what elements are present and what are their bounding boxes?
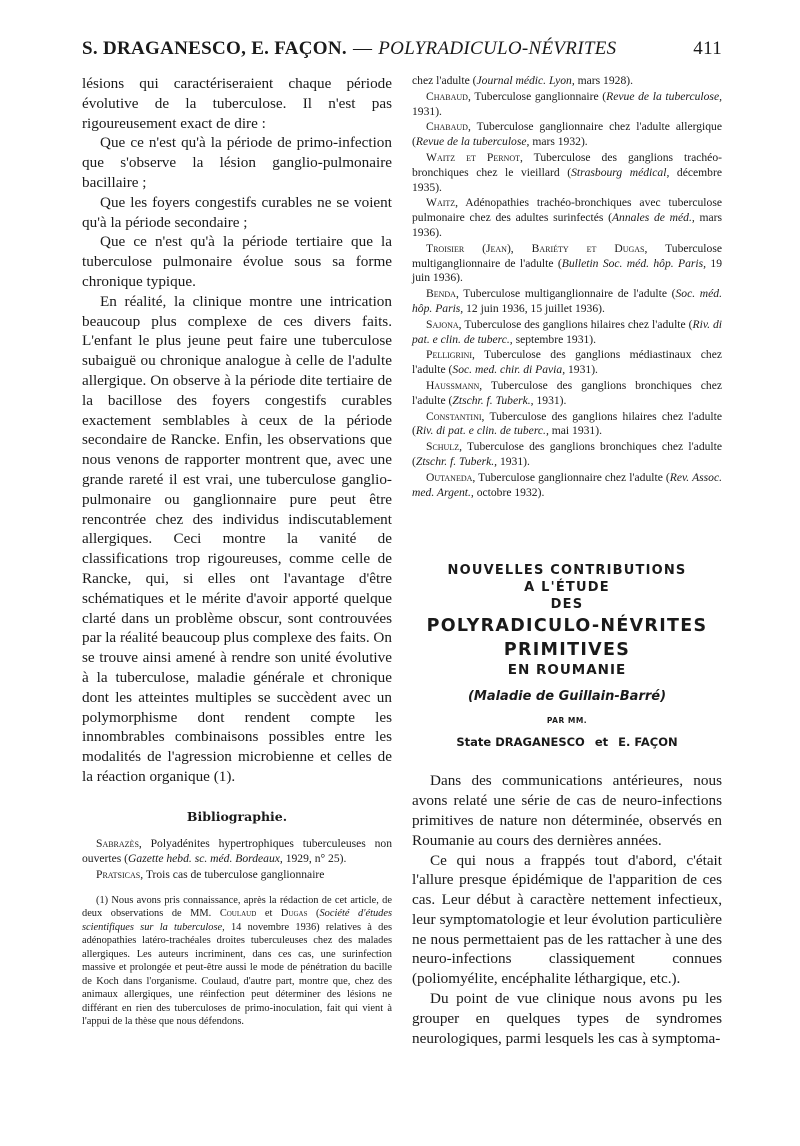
bib-entry	[412, 74, 722, 89]
bib-tail: 19 juin 1936).	[412, 256, 723, 285]
left-paragraph-1: lésions qui caractériseraient chaque période évolutive de la tuberculose. Il n'est pas rigoureusement exact de dire :	[82, 75, 392, 132]
bib-tail: 1931).	[565, 363, 598, 377]
bib-text: Trois cas de tuberculose ganglionnaire	[143, 867, 325, 881]
bib-author: Sabrazès,	[96, 836, 142, 850]
bib-source: Soc. med. chir. di Pavia,	[452, 363, 566, 377]
right-paragraph-2: Ce qui nous a frappés tout d'abord, c'était l'allure presque épidémique de l'apparition de ces cas. Leur début à caractère nettement infectieux, leur symptomatologie et leur évolution particulière ne nous permettaient pas de les rattacher à une des neuro-infections classiquement connues (poliomyélite, encéphalite léthargique, etc.).	[412, 851, 722, 988]
bib-entry	[412, 120, 722, 150]
byline-author-2: E. FAÇON	[618, 735, 678, 750]
bib-tail: mars 1936).	[412, 211, 723, 239]
bib-text: Tuberculose des ganglions bronchiques chez l'adulte (	[412, 440, 722, 468]
bib-text: Tuberculose des ganglions bronchiques chez l'adulte (	[412, 378, 722, 407]
bib-text: Tuberculose ganglionnaire chez l'adulte allergique (	[412, 120, 722, 149]
footnote-mid-2: (	[307, 908, 320, 920]
bib-text: Tuberculose ganglionnaire chez l'adulte (	[475, 470, 670, 484]
bib-author: Outaneda,	[426, 470, 476, 484]
running-head-dash: —	[352, 38, 373, 59]
left-bibliography	[82, 836, 392, 882]
bib-text: Tuberculose des ganglions hilaires chez l'adulte (	[412, 409, 722, 438]
article-kicker-1: NOUVELLES CONTRIBUTIONS	[447, 563, 687, 579]
right-paragraph-1: Dans des communications antérieures, nous avons relaté une série de cas de neuro-infections primitives de nature non déterminée, observés en Roumanie au cours des dernières années.	[412, 772, 722, 849]
left-paragraph-4: Que ce n'est qu'à la période tertiaire que la tuberculose pulmonaire évolue sous sa forme chronique typique.	[82, 233, 392, 290]
bib-tail: 1931).	[533, 393, 567, 407]
bib-tail: octobre 1932).	[473, 485, 545, 499]
bib-author: Sajona,	[426, 317, 462, 331]
bib-entry	[82, 836, 392, 866]
right-column	[412, 74, 722, 1048]
bib-tail: mars 1932).	[529, 135, 588, 149]
bib-source: Gazette hebd. sc. méd. Bordeaux,	[128, 851, 283, 865]
bib-source: Journal médic. Lyon,	[476, 74, 575, 87]
article-kicker-3: DES	[550, 597, 584, 613]
article-title-2: PRIMITIVES	[503, 640, 631, 661]
left-paragraph-3: Que les foyers congestifs curables ne se voient qu'à la période secondaire ;	[82, 193, 392, 231]
bib-entry	[412, 348, 722, 378]
bib-author: Chabaud,	[426, 120, 471, 134]
byline-author-1: State DRAGANESCO	[456, 735, 585, 750]
page-number: 411	[693, 38, 722, 59]
right-body-text	[412, 771, 722, 1048]
footnote	[82, 894, 392, 1029]
bib-entry	[412, 318, 722, 348]
byline-separator: et	[594, 735, 609, 750]
bib-source: Ztschr. f. Tuberk.,	[452, 393, 534, 407]
bib-author: Waitz et Pernot,	[426, 150, 523, 164]
left-body-text	[82, 74, 392, 787]
bib-author: Constantini,	[426, 409, 485, 423]
bib-entry	[412, 242, 722, 286]
bib-entry	[412, 410, 722, 440]
bib-source: Riv. di pat. e clin. de tuberc.,	[412, 317, 722, 346]
bib-author: Pelligrini,	[426, 348, 475, 362]
bib-tail: 1931).	[412, 104, 442, 118]
bib-source: Annales de méd.,	[611, 211, 695, 225]
bib-entry	[82, 867, 392, 882]
article-subtitle: (Maladie de Guillain-Barré)	[467, 689, 667, 705]
article-title-1: POLYRADICULO-NÉVRITES	[426, 616, 708, 637]
footnote-mid-1: et	[256, 908, 281, 920]
bib-text: chez l'adulte (	[412, 74, 477, 87]
article-kicker-2: A L'ÉTUDE	[524, 580, 610, 596]
bib-source: Bulletin Soc. méd. hôp. Paris,	[561, 256, 707, 270]
bib-source: Revue de la tuberculose,	[415, 135, 530, 149]
bib-source: Revue de la tuberculose,	[606, 89, 722, 103]
bib-entry	[412, 287, 722, 317]
bib-tail: 1931).	[497, 454, 530, 468]
right-bibliography	[412, 74, 722, 500]
bib-author: Schulz,	[426, 440, 463, 454]
bib-tail: mars 1928).	[574, 74, 633, 87]
article-byline	[412, 735, 722, 749]
article-country: EN ROUMANIE	[507, 662, 627, 679]
article-header	[412, 562, 722, 749]
footnote-author-2: Dugas	[280, 908, 308, 920]
bib-text: Tuberculose multiganglionnaire de l'adulte (	[412, 241, 722, 270]
bib-author: Haussmann,	[426, 378, 483, 392]
right-paragraph-3: Du point de vue clinique nous avons pu les grouper en quelques types de syndromes neurologiques, parmi lesquels les cas à symptoma-	[412, 990, 722, 1047]
footnote-lead: (1) Nous avons pris connaissance, après la rédaction de cet article, de deux observations de MM.	[82, 894, 392, 920]
bib-tail: 12 juin 1936, 15 juillet 1936).	[463, 301, 605, 315]
footnote-author-1: Coulaud	[219, 908, 257, 920]
bib-source: Rev. Assoc. med. Argent.,	[412, 470, 723, 499]
bib-source: Soc. méd. hôp. Paris,	[412, 287, 722, 315]
bib-entry	[412, 471, 722, 501]
bib-author: Pratsicas,	[96, 867, 144, 881]
bib-text: Adénopathies trachéo-bronchiques avec tuberculose pulmonaire chez des adultes surinfectés (	[412, 196, 722, 225]
bib-entry	[412, 196, 722, 240]
bib-entry	[412, 379, 722, 409]
bib-author: Troisier (Jean), Bariéty et Dugas,	[426, 241, 648, 255]
left-column	[82, 74, 392, 1029]
bib-author: Waitz,	[426, 196, 459, 210]
bib-text: Tuberculose des ganglions trachéo-bronchiques chez le vieillard (	[412, 150, 722, 179]
bib-entry	[412, 440, 722, 470]
bib-source: Ztschr. f. Tuberk.,	[415, 454, 498, 468]
bib-source: Strasbourg médical,	[571, 165, 670, 179]
running-head	[82, 38, 722, 60]
article-par: PAR MM.	[546, 716, 588, 726]
bib-text: Tuberculose des ganglions hilaires chez l'adulte (	[461, 317, 693, 331]
bib-tail: décembre 1935).	[412, 165, 722, 194]
left-paragraph-2: Que ce n'est qu'à la période de primo-infection que s'observe la lésion ganglio-pulmonaire bacillaire ;	[82, 134, 392, 191]
bib-entry	[412, 90, 722, 120]
running-head-authors: S. DRAGANESCO, E. FAÇON.	[82, 38, 347, 59]
footnote-rest: 14 novembre 1936) relatives à des adénopathies latéro-trachéales droites tuberculeuses chez des malades allergiques. Les auteurs incriminent, dans ces cas, une surinfection massive et prolongée et peut-être aussi le mode de pénétration du bacille de Koch dans l'organisme. Coulaud, d'autre part, montre que, chez des animaux allergiques, une réinfection peut déterminer des lésions ne différant en rien des tuberculoses de primo-inoculation, fait qui vient à l'appui de la thèse que nous défendons.	[82, 921, 392, 1028]
bib-entry	[412, 151, 722, 195]
bib-text: Tuberculose multiganglionnaire de l'adulte (	[458, 287, 676, 301]
bib-text: Tuberculose des ganglions médiastinaux chez l'adulte (	[412, 348, 722, 377]
running-head-short-title: POLYRADICULO-NÉVRITES	[378, 38, 617, 59]
bib-text: Polyadénites hypertrophiques tuberculeuses non ouvertes (	[82, 836, 392, 865]
bib-author: Chabaud,	[426, 89, 471, 103]
bib-author: Benda,	[426, 287, 459, 301]
bib-tail: 1929, n° 25).	[282, 851, 347, 865]
bib-tail: mai 1931).	[548, 424, 602, 438]
bib-tail: septembre 1931).	[512, 332, 597, 346]
left-paragraph-5: En réalité, la clinique montre une intrication beaucoup plus complexe de ces divers faits. L'enfant le plus jeune peut faire une tuberculose subaiguë ou chronique analogue à celle de l'adulte allergique. On observe à la période dite tertiaire de la bacillose des foyers congestifs curables exactement semblables à ceux de la période secondaire de Rancke. Enfin, les observations que nous venons de rapporter montrent que, avec une grande rareté il est vrai, une tuberculose ganglio-pulmonaire ou ganglionnaire pure peut être rencontrée chez des individus indiscutablement allergiques. Ceci montre la vanité de classifications trop rigoureuses, comme celle de Rancke, qui, si elles ont l'avantage d'être schématiques et le mérite d'avoir apporté quelque clarté dans un problème obscur, sont controuvées par la réalité beaucoup plus complexe des faits. On se trouve ainsi amené à rendre son unité évolutive à la tuberculose, maladie générale et chronique dont les atteintes multiples se succèdent avec un polymorphisme dont rendent compte les innombrables combinaisons possibles entre les modalités de l'agression microbienne et celles de la réaction organique (1).	[82, 292, 392, 785]
bib-text: Tuberculose ganglionnaire (	[470, 89, 607, 103]
bibliography-heading: Bibliographie.	[186, 808, 288, 824]
bib-source: Riv. di pat. e clin. de tuberc.,	[415, 424, 549, 438]
footnote-source: Société d'études scientifiques sur la tuberculose,	[82, 908, 392, 933]
